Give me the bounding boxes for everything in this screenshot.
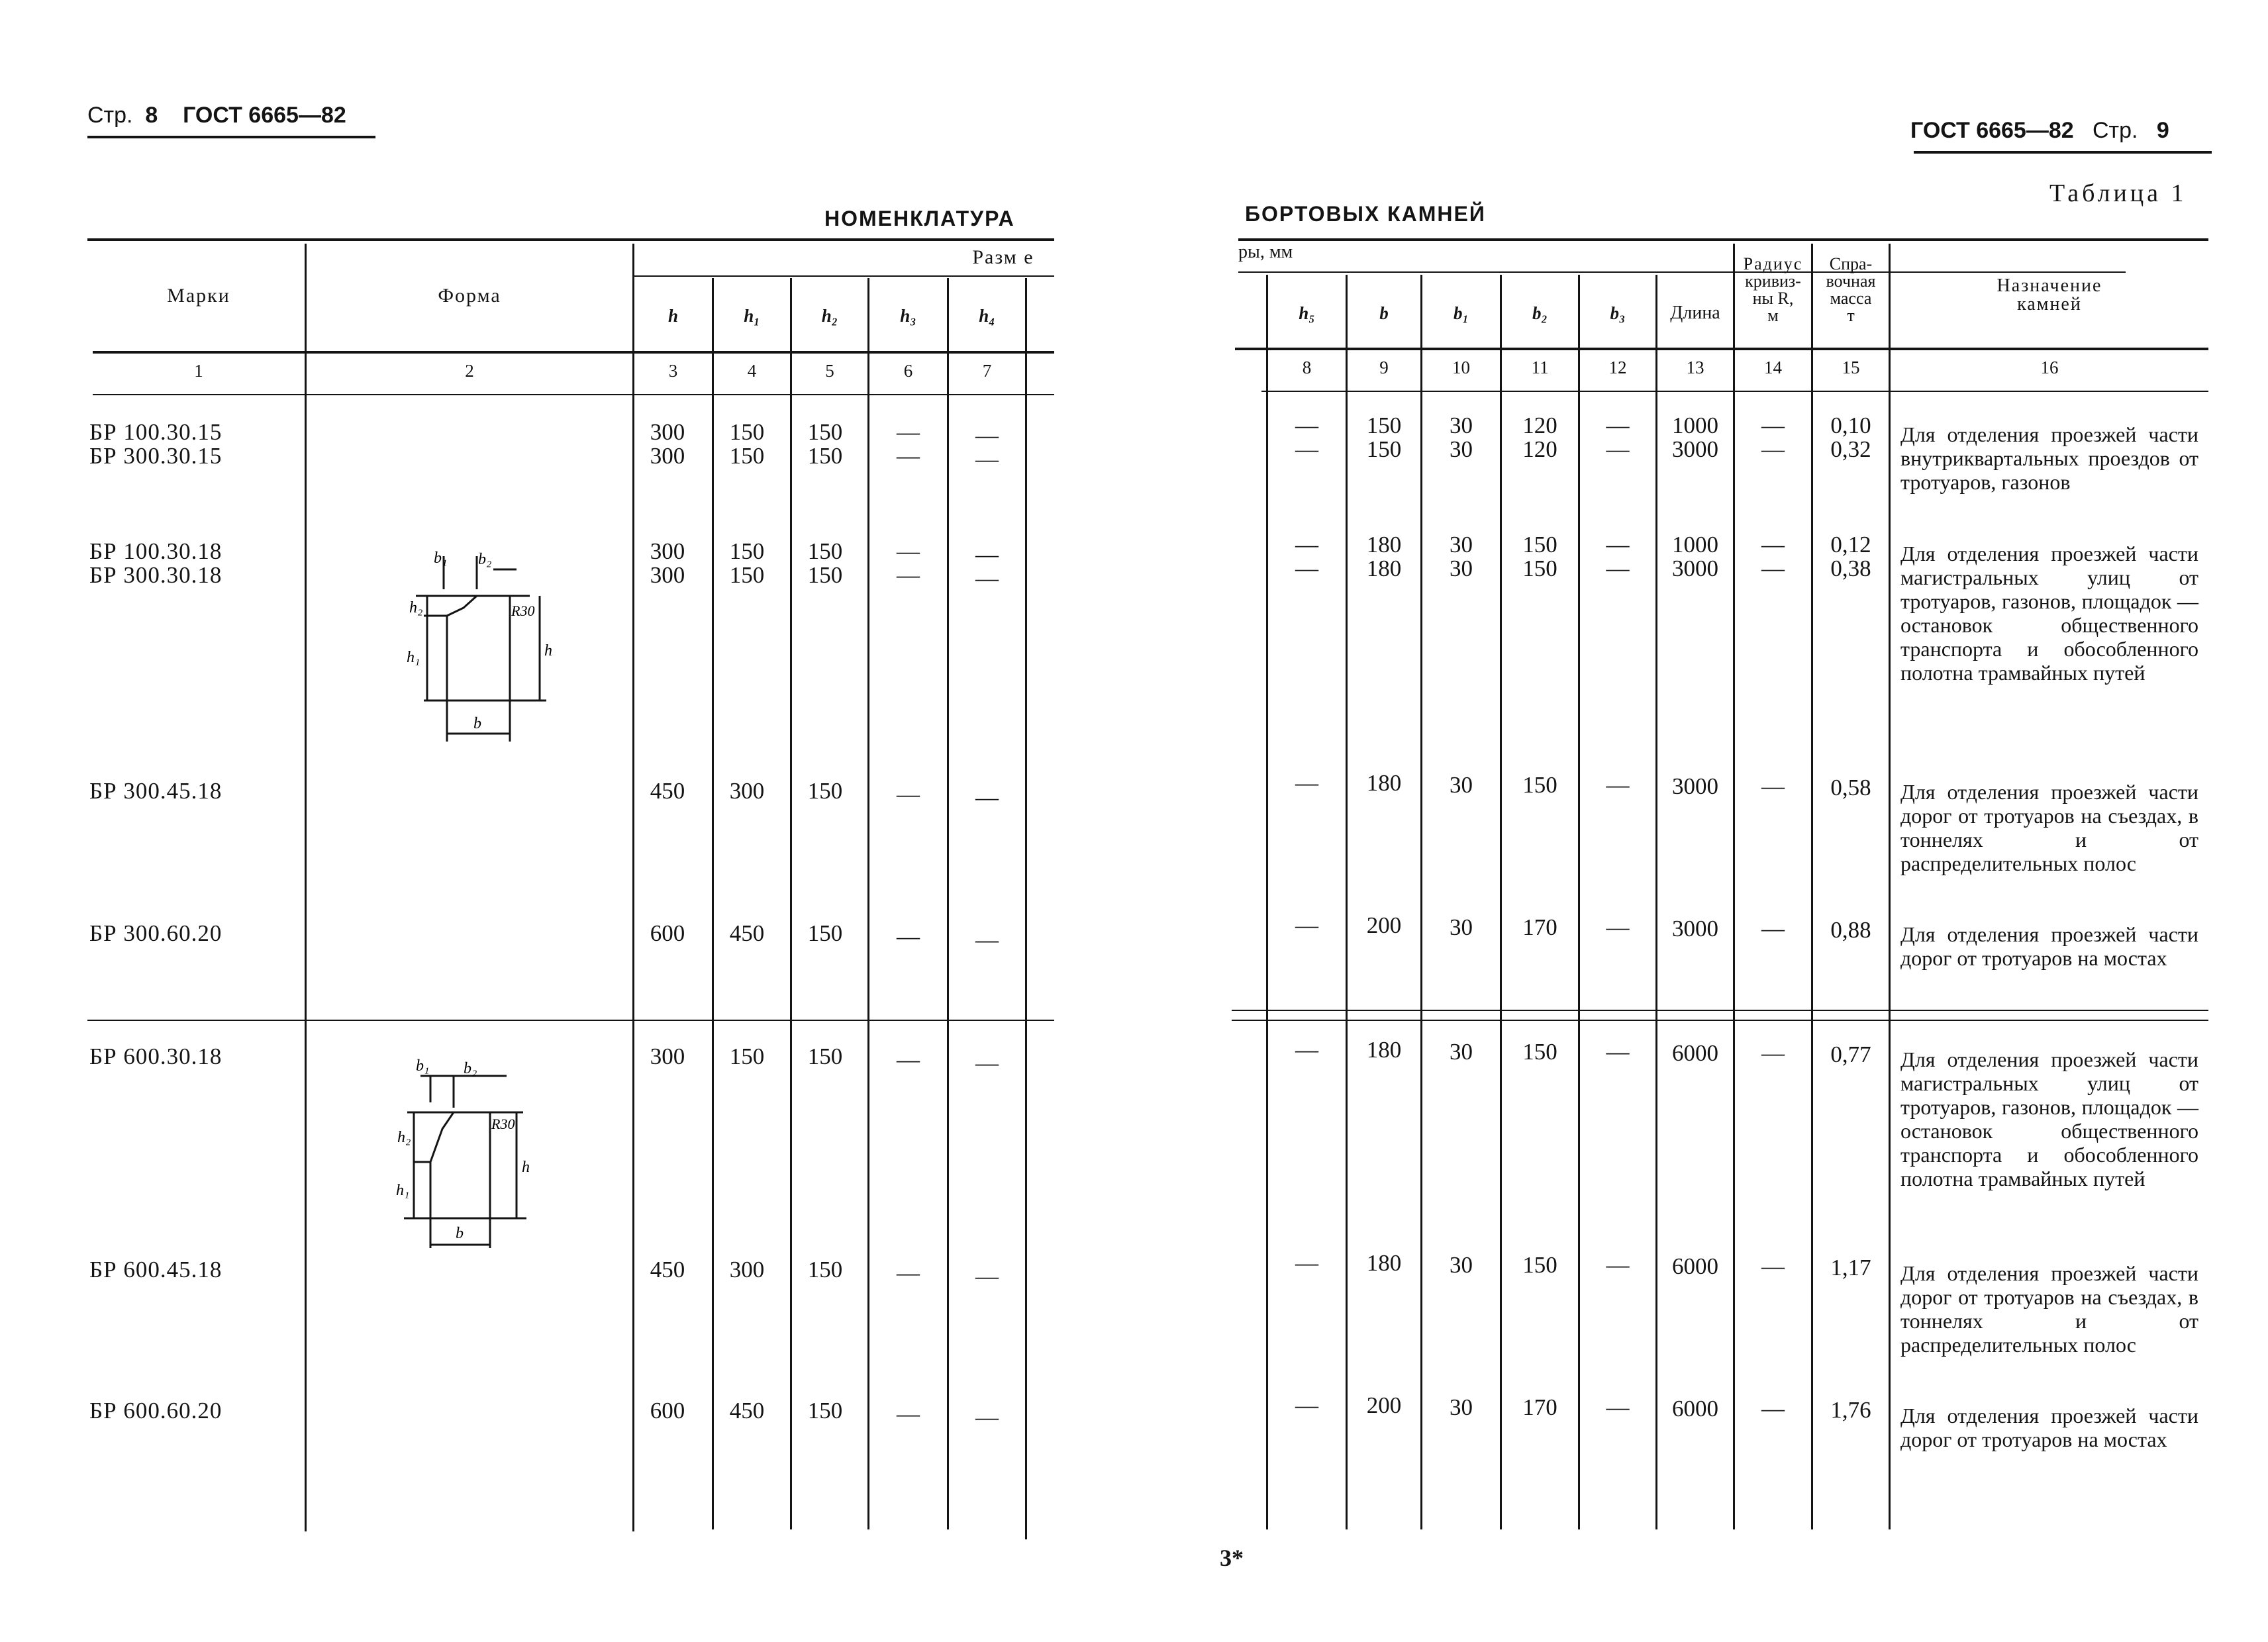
value-h1: 450 [729, 1398, 765, 1424]
value-length: 3000 [1672, 773, 1718, 799]
table-top-rule [1238, 238, 2208, 241]
value-h4: — [975, 1404, 999, 1430]
value-h2: 150 [807, 778, 843, 804]
mark-cell: БР 300.30.18 [89, 562, 222, 588]
col-number: 10 [1452, 358, 1470, 377]
value-b2: 150 [1522, 772, 1557, 798]
mark-cell: БР 600.60.20 [89, 1398, 222, 1424]
purpose-line: Назначение [1997, 275, 2102, 296]
value-b: 180 [1366, 1250, 1402, 1276]
value-h5: — [1295, 436, 1318, 462]
value-b: 150 [1366, 412, 1402, 438]
value-b2: 120 [1522, 412, 1557, 438]
value-b3: — [1606, 532, 1630, 557]
purpose-text: Для отделения проезжей части дорог от тротуаров на мостах [1900, 922, 2198, 970]
value-h3: — [897, 1047, 920, 1073]
sketch2-label-b: b [456, 1225, 464, 1242]
value-mass: 0,58 [1830, 775, 1871, 800]
sketch1-label-b2: b₂ [478, 551, 492, 568]
value-radius: — [1761, 1040, 1785, 1066]
value-b1: 30 [1450, 436, 1473, 462]
colnum-bottom-rule [1261, 391, 2208, 392]
group-divider-rule [87, 1020, 1054, 1021]
sketch1-label-h: h [544, 642, 552, 659]
value-radius: — [1761, 532, 1785, 557]
col-number: 4 [747, 361, 757, 381]
mark-cell: БР 100.30.18 [89, 538, 222, 564]
value-length: 1000 [1672, 412, 1718, 438]
purpose-text: Для отделения проезжей части дорог от тротуаров на съездах, в тоннелях и от распределительных полос [1900, 1261, 2198, 1357]
mark-cell: БР 300.60.20 [89, 920, 222, 946]
value-b2: 150 [1522, 555, 1557, 581]
table-title-left: НОМЕНКЛАТУРА [824, 207, 1015, 230]
value-b2: 120 [1522, 436, 1557, 462]
curb-profile-sketch [391, 1056, 563, 1261]
col-header-h1: h₁ [744, 306, 760, 326]
value-b1: 30 [1450, 532, 1473, 557]
col-header-size-group: ры, мм [1238, 242, 1293, 262]
table-top-rule [87, 238, 1054, 241]
value-mass: 0,32 [1830, 436, 1871, 462]
radius-line: Радиус [1743, 254, 1803, 273]
value-h: 300 [650, 1043, 685, 1069]
standard-code: ГОСТ 6665—82 [1910, 118, 2074, 143]
value-b2: 170 [1522, 914, 1557, 940]
value-h: 300 [650, 538, 685, 564]
purpose-text: Для отделения проезжей части магистральных улиц от тротуаров, газонов, площадок — остановок общественного транспорта и обособленного полотна трамвайных путей [1900, 1047, 2198, 1190]
value-h4: — [975, 1050, 999, 1076]
value-b1: 30 [1450, 914, 1473, 940]
value-h1: 300 [729, 778, 765, 804]
value-h2: 150 [807, 562, 843, 588]
mass-line: вочная [1826, 271, 1876, 291]
left-page-header [87, 103, 346, 128]
value-b3: — [1606, 1039, 1630, 1065]
col-header-h: h [667, 306, 679, 326]
value-radius: — [1761, 916, 1785, 942]
page-label: Стр. [2093, 118, 2138, 143]
col-header-radius [1735, 256, 1811, 324]
value-h2: 150 [807, 1257, 843, 1282]
mark-cell: БР 300.30.15 [89, 443, 222, 469]
value-h3: — [897, 443, 920, 469]
purpose-text: Для отделения проезжей части магистральных улиц от тротуаров, газонов, площадок — остановок общественного транспорта и обособленного полотна трамвайных путей [1900, 542, 2198, 685]
value-h: 300 [650, 562, 685, 588]
header-rule [87, 136, 375, 138]
value-h2: 150 [807, 419, 843, 445]
value-mass: 0,38 [1830, 555, 1871, 581]
col-number: 5 [825, 361, 834, 381]
value-h2: 150 [807, 443, 843, 469]
standard-code: ГОСТ 6665—82 [183, 103, 346, 128]
value-b3: — [1606, 1252, 1630, 1278]
sketch2-label-b1: b₁ [416, 1057, 430, 1075]
radius-line: ны R, [1752, 289, 1794, 308]
value-h3: — [897, 419, 920, 445]
value-h: 450 [650, 778, 685, 804]
value-h1: 150 [729, 562, 765, 588]
col-header-length: Длина [1670, 303, 1720, 323]
value-h5: — [1295, 532, 1318, 557]
value-b: 200 [1366, 912, 1402, 938]
value-b3: — [1606, 1394, 1630, 1420]
value-h: 300 [650, 443, 685, 469]
sketch2-label-h2: h₂ [397, 1129, 411, 1146]
size-group-rule [632, 275, 1054, 277]
value-h1: 150 [729, 1043, 765, 1069]
mass-line: масса [1830, 289, 1872, 308]
value-h1: 150 [729, 443, 765, 469]
col-header-h3: h₃ [900, 306, 916, 326]
value-h4: — [975, 542, 999, 567]
group-divider-rule [1232, 1020, 2208, 1021]
radius-line: кривиз- [1745, 271, 1801, 291]
col-header-form: Форма [438, 285, 501, 307]
value-b1: 30 [1450, 1252, 1473, 1278]
radius-line: м [1767, 306, 1779, 325]
header-bottom-rule [1235, 348, 2208, 350]
mark-cell: БР 100.30.15 [89, 419, 222, 445]
value-mass: 0,88 [1830, 917, 1871, 943]
value-mass: 0,12 [1830, 532, 1871, 557]
value-mass: 0,77 [1830, 1041, 1871, 1067]
sketch2-label-r30: R30 [491, 1116, 515, 1132]
col-header-h5: h₅ [1299, 303, 1315, 323]
value-b2: 150 [1522, 1039, 1557, 1065]
value-b1: 30 [1450, 772, 1473, 798]
value-h3: — [897, 1260, 920, 1286]
value-b2: 150 [1522, 1252, 1557, 1278]
value-h1: 450 [729, 920, 765, 946]
value-b: 150 [1366, 436, 1402, 462]
col-number: 1 [194, 361, 203, 381]
colnum-bottom-rule [93, 394, 1054, 395]
value-h2: 150 [807, 920, 843, 946]
table-label: Таблица 1 [2049, 179, 2187, 207]
column-divider [1266, 275, 1268, 1529]
value-b3: — [1606, 914, 1630, 940]
column-divider [1346, 275, 1348, 1529]
value-h5: — [1295, 555, 1318, 581]
value-h5: — [1295, 1392, 1318, 1418]
value-radius: — [1761, 555, 1785, 581]
col-header-size-group: Разм е [972, 246, 1034, 268]
value-mass: 1,76 [1830, 1397, 1871, 1423]
value-mass: 1,17 [1830, 1255, 1871, 1280]
value-b: 180 [1366, 770, 1402, 796]
col-header-purpose [1891, 277, 2208, 314]
column-divider [1025, 278, 1027, 1539]
col-header-mass [1813, 256, 1889, 324]
value-h: 450 [650, 1257, 685, 1282]
value-b2: 170 [1522, 1394, 1557, 1420]
value-b: 180 [1366, 532, 1402, 557]
sketch1-label-h1: h₁ [407, 649, 420, 666]
mark-cell: БР 600.30.18 [89, 1043, 222, 1069]
page-number: 8 [145, 103, 158, 128]
value-h3: — [897, 924, 920, 949]
col-number: 3 [668, 361, 678, 381]
col-number: 13 [1686, 358, 1704, 377]
purpose-line: камней [2017, 294, 2082, 314]
sketch2-label-h1: h₁ [396, 1182, 410, 1199]
sketch1-label-b: b [473, 715, 481, 732]
value-b: 200 [1366, 1392, 1402, 1418]
value-length: 3000 [1672, 555, 1718, 581]
table-title-right: БОРТОВЫХ КАМНЕЙ [1245, 202, 1486, 226]
value-length: 6000 [1672, 1253, 1718, 1279]
column-divider [1889, 244, 1891, 1529]
col-number: 16 [2040, 358, 2059, 377]
col-header-b: b [1379, 303, 1389, 323]
sketch2-label-b2: b₂ [464, 1060, 477, 1077]
value-h4: — [975, 927, 999, 953]
purpose-text: Для отделения проезжей части дорог от тротуаров на съездах, в тоннелях и от распределительных полос [1900, 780, 2198, 875]
col-header-b3: b₃ [1610, 303, 1626, 323]
mass-line: т [1847, 306, 1855, 325]
value-h: 600 [650, 920, 685, 946]
sketch1-label-b1: b₁ [434, 550, 448, 567]
col-number: 6 [903, 361, 913, 381]
value-h4: — [975, 446, 999, 472]
value-h5: — [1295, 1037, 1318, 1063]
value-h2: 150 [807, 1043, 843, 1069]
column-divider [1500, 275, 1502, 1529]
col-header-marks: Марки [167, 285, 230, 307]
value-b1: 30 [1450, 412, 1473, 438]
value-h2: 150 [807, 538, 843, 564]
col-number: 2 [465, 361, 474, 381]
sketch1-label-h2: h₂ [409, 599, 423, 616]
right-page-header [1910, 118, 2169, 144]
value-h3: — [897, 1401, 920, 1427]
value-radius: — [1761, 436, 1785, 462]
value-mass: 0,10 [1830, 412, 1871, 438]
col-number: 8 [1302, 358, 1312, 377]
purpose-text: Для отделения проезжей части внутриквартальных проездов от тротуаров, газонов [1900, 422, 2198, 494]
col-number: 14 [1764, 358, 1782, 377]
curb-profile-sketch [397, 550, 569, 755]
value-h1: 150 [729, 419, 765, 445]
group-divider-rule [1232, 1010, 2208, 1011]
value-b3: — [1606, 436, 1630, 462]
value-h: 600 [650, 1398, 685, 1424]
value-b3: — [1606, 412, 1630, 438]
value-radius: — [1761, 412, 1785, 438]
page-label: Стр. [87, 103, 133, 128]
value-b2: 150 [1522, 532, 1557, 557]
column-divider [1655, 275, 1657, 1529]
col-header-h2: h₂ [821, 306, 838, 326]
value-b1: 30 [1450, 555, 1473, 581]
mass-line: Спра- [1829, 254, 1873, 273]
header-rule [1914, 151, 2212, 154]
value-length: 6000 [1672, 1040, 1718, 1066]
purpose-text: Для отделения проезжей части дорог от тротуаров на мостах [1900, 1404, 2198, 1451]
value-h4: — [975, 1263, 999, 1289]
column-divider [305, 244, 307, 1531]
value-b1: 30 [1450, 1039, 1473, 1065]
value-b1: 30 [1450, 1394, 1473, 1420]
value-b3: — [1606, 555, 1630, 581]
column-divider [1578, 275, 1580, 1529]
sketch1-label-r30: R30 [511, 603, 535, 619]
mark-cell: БР 600.45.18 [89, 1257, 222, 1282]
col-number: 9 [1379, 358, 1389, 377]
value-h4: — [975, 422, 999, 448]
col-header-b1: b₁ [1454, 303, 1469, 323]
column-divider [1420, 275, 1422, 1529]
value-radius: — [1761, 1253, 1785, 1279]
value-b: 180 [1366, 555, 1402, 581]
value-h5: — [1295, 912, 1318, 938]
col-number: 12 [1608, 358, 1627, 377]
value-length: 1000 [1672, 532, 1718, 557]
value-h: 300 [650, 419, 685, 445]
signature-mark: 3* [1220, 1545, 1244, 1571]
value-h3: — [897, 562, 920, 588]
col-header-b2: b₂ [1532, 303, 1548, 323]
value-h3: — [897, 781, 920, 807]
header-bottom-rule [93, 351, 1054, 354]
value-radius: — [1761, 1396, 1785, 1422]
value-h5: — [1295, 1250, 1318, 1276]
col-number: 15 [1842, 358, 1860, 377]
page-number: 9 [2156, 118, 2169, 143]
value-length: 3000 [1672, 916, 1718, 942]
col-number: 11 [1531, 358, 1549, 377]
mark-cell: БР 300.45.18 [89, 778, 222, 804]
col-number: 7 [982, 361, 992, 381]
value-h5: — [1295, 412, 1318, 438]
sketch2-label-h: h [522, 1159, 530, 1176]
value-h4: — [975, 785, 999, 810]
value-b3: — [1606, 772, 1630, 798]
value-h1: 300 [729, 1257, 765, 1282]
value-h1: 150 [729, 538, 765, 564]
value-length: 6000 [1672, 1396, 1718, 1422]
value-h5: — [1295, 770, 1318, 796]
value-h2: 150 [807, 1398, 843, 1424]
size-group-rule [1238, 271, 2126, 273]
col-header-h4: h₄ [979, 306, 995, 326]
value-h3: — [897, 538, 920, 564]
value-b: 180 [1366, 1037, 1402, 1063]
value-h4: — [975, 565, 999, 591]
value-length: 3000 [1672, 436, 1718, 462]
value-radius: — [1761, 773, 1785, 799]
